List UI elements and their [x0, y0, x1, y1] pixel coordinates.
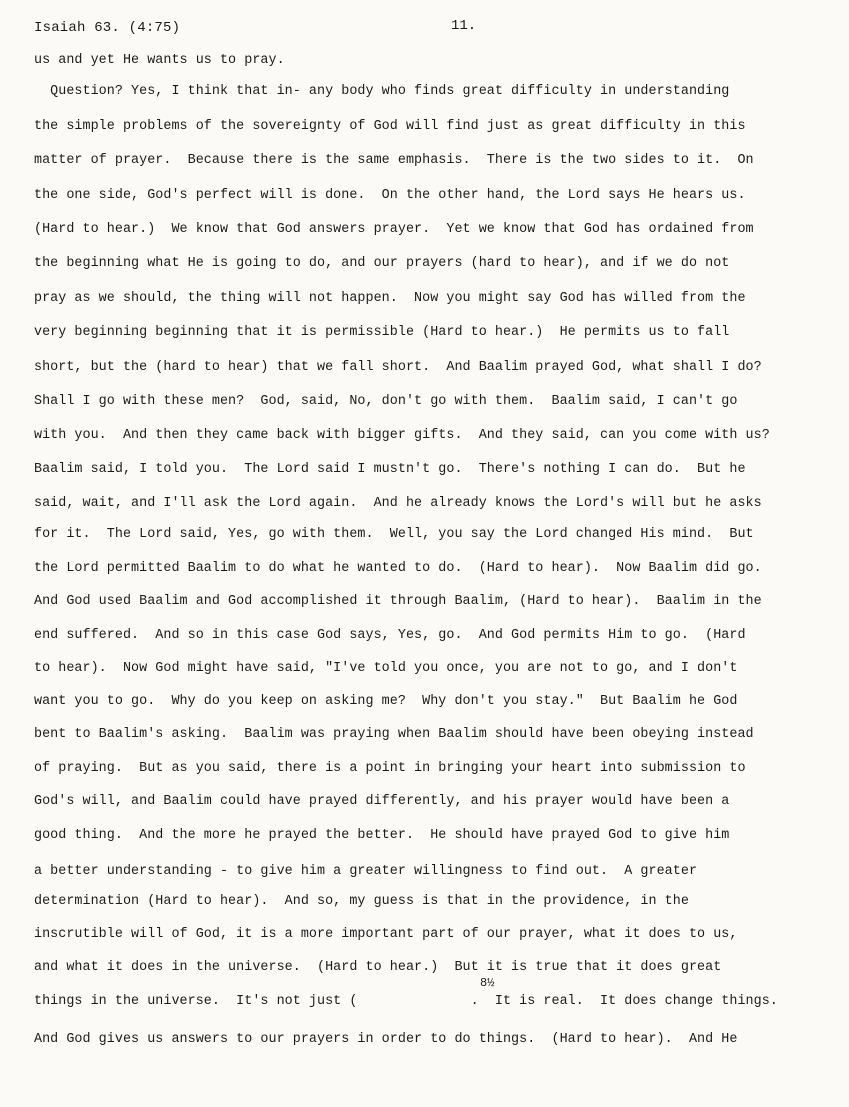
- text-line: (Hard to hear.) We know that God answers prayer. Yet we know that God has ordained from: [34, 222, 754, 237]
- text-line: the simple problems of the sovereignty of God will find just as great difficulty in this: [34, 119, 746, 134]
- text-line: determination (Hard to hear). And so, my guess is that in the providence, in the: [34, 894, 689, 909]
- document-title: Isaiah 63. (4:75): [34, 20, 181, 36]
- text-line: And God used Baalim and God accomplished it through Baalim, (Hard to hear). Baalim in the: [34, 594, 762, 609]
- text-line: matter of prayer. Because there is the same emphasis. There is the two sides to it. On: [34, 153, 754, 168]
- text-line: the Lord permitted Baalim to do what he wanted to do. (Hard to hear). Now Baalim did go.: [34, 561, 762, 576]
- text-line: pray as we should, the thing will not happen. Now you might say God has willed from the: [34, 291, 746, 306]
- text-line: And God gives us answers to our prayers in order to do things. (Hard to hear). And He: [34, 1032, 738, 1047]
- text-line: for it. The Lord said, Yes, go with them. Well, you say the Lord changed His mind. But: [34, 527, 754, 542]
- text-line: to hear). Now God might have said, "I've told you once, you are not to go, and I don't: [34, 661, 738, 676]
- text-line: good thing. And the more he prayed the better. He should have prayed God to give him: [34, 828, 730, 843]
- text-line: Baalim said, I told you. The Lord said I mustn't go. There's nothing I can do. But he: [34, 462, 746, 477]
- text-line: short, but the (hard to hear) that we fall short. And Baalim prayed God, what shall I do?: [34, 360, 762, 375]
- text-line: and what it does in the universe. (Hard to hear.) But it is true that it does great: [34, 960, 722, 975]
- text-line: end suffered. And so in this case God says, Yes, go. And God permits Him to go. (Hard: [34, 628, 746, 643]
- text-line: inscrutible will of God, it is a more important part of our prayer, what it does to us,: [34, 927, 738, 942]
- text-line: us and yet He wants us to pray.: [34, 53, 285, 68]
- text-line: with you. And then they came back with bigger gifts. And they said, can you come with us?: [34, 428, 770, 443]
- text-line: things in the universe. It's not just ( . It is real. It does change things.: [34, 994, 778, 1009]
- text-line: Question? Yes, I think that in- any body who finds great difficulty in understanding: [34, 84, 730, 99]
- text-line: bent to Baalim's asking. Baalim was praying when Baalim should have been obeying instead: [34, 727, 754, 742]
- text-line: a better understanding - to give him a greater willingness to find out. A greater: [34, 864, 698, 879]
- text-line: said, wait, and I'll ask the Lord again. And he already knows the Lord's will but he asks: [34, 496, 762, 511]
- text-line: want you to go. Why do you keep on asking me? Why don't you stay." But Baalim he God: [34, 694, 738, 709]
- text-line: Shall I go with these men? God, said, No, don't go with them. Baalim said, I can't go: [34, 394, 738, 409]
- text-line: God's will, and Baalim could have prayed differently, and his prayer would have been a: [34, 794, 730, 809]
- text-line: the beginning what He is going to do, and our prayers (hard to hear), and if we do not: [34, 256, 730, 271]
- text-line: very beginning beginning that it is permissible (Hard to hear.) He permits us to fall: [34, 325, 730, 340]
- page-number: 11.: [451, 18, 477, 34]
- text-line: of praying. But as you said, there is a point in bringing your heart into submission to: [34, 761, 746, 776]
- footnote-mark: 8½: [480, 976, 495, 990]
- text-line: the one side, God's perfect will is done. On the other hand, the Lord says He hears us.: [34, 188, 746, 203]
